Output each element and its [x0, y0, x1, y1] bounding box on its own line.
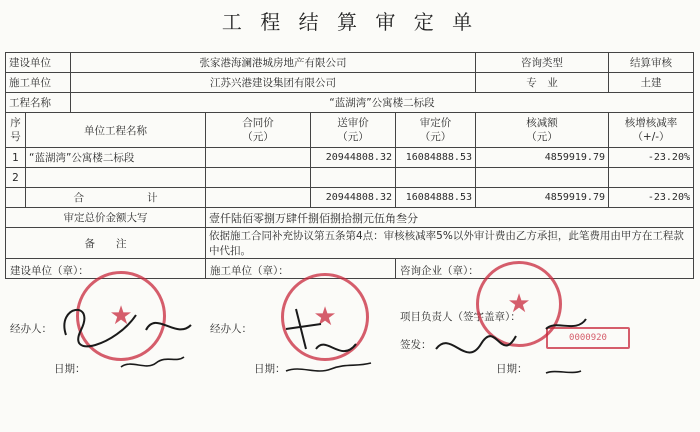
- row-seq: 2: [6, 168, 26, 188]
- header-reduction-2: （元）: [526, 131, 558, 143]
- contractor-signature-block: [206, 259, 396, 375]
- table-row: [6, 148, 694, 168]
- owner-signature-block: [6, 259, 206, 375]
- total-row: [6, 188, 694, 208]
- project-row: [6, 93, 694, 113]
- owner-agent-label: 经办人：: [10, 323, 52, 335]
- row-name: [26, 168, 206, 188]
- header-seq-1: 序: [10, 117, 21, 129]
- remarks-value: 依据施工合同补充协议第五条第4点：审核核减率5%以外审计费由乙方承担，此笔费用由甲方在工程款中代扣。: [206, 228, 694, 259]
- total-label: 合 计: [26, 188, 206, 208]
- row-submitted: [311, 168, 396, 188]
- project-label: 工程名称: [6, 93, 71, 113]
- consultant-sign-label: 签发：: [400, 339, 432, 351]
- header-contract-2: （元）: [242, 131, 274, 143]
- owner-label: 建设单位: [6, 53, 71, 73]
- row-seq: 1: [6, 148, 26, 168]
- header-rate-1: 核增核减率: [624, 117, 678, 129]
- row-reduction: [476, 168, 609, 188]
- header-item: 单位工程名称: [26, 113, 206, 148]
- contractor-row: [6, 73, 694, 93]
- column-header-row: [6, 113, 694, 148]
- header-rate-2: （+/-）: [632, 131, 670, 143]
- total-reduction: 4859919.79: [476, 188, 609, 208]
- amount-words-row: [6, 208, 694, 228]
- project-value: “蓝湖湾”公寓楼二标段: [71, 93, 694, 113]
- owner-value: 张家港海澜港城房地产有限公司: [71, 53, 476, 73]
- consultant-seal-stamp: ★: [476, 261, 562, 347]
- owner-seal-stamp: ★: [76, 271, 166, 361]
- row-submitted: 20944808.32: [311, 148, 396, 168]
- owner-unit-label: 建设单位（章）：: [10, 265, 89, 277]
- contractor-agent-label: 经办人：: [210, 323, 252, 335]
- amount-words-label: 审定总价金额大写: [6, 208, 206, 228]
- table-row: [6, 168, 694, 188]
- contractor-label: 施工单位: [6, 73, 71, 93]
- header-submitted-1: 送审价: [337, 117, 369, 129]
- row-contract: [206, 148, 311, 168]
- row-rate: -23.20%: [609, 148, 694, 168]
- remarks-row: [6, 228, 694, 259]
- signature-row: [6, 259, 694, 279]
- consultant-leader-label: 项目负责人（签字盖章）：: [400, 311, 521, 323]
- contractor-seal-stamp: ★: [281, 273, 369, 361]
- contractor-date-label: 日期：: [254, 363, 286, 375]
- total-submitted: 20944808.32: [311, 188, 396, 208]
- header-contract-1: 合同价: [242, 117, 274, 129]
- row-approved: [396, 168, 476, 188]
- amount-words-value: 壹仟陆佰零捌万肆仟捌佰捌拾捌元伍角叁分: [206, 208, 694, 228]
- consultant-signature-block: [396, 259, 694, 375]
- header-reduction-1: 核减额: [526, 117, 558, 129]
- row-contract: [206, 168, 311, 188]
- document-title: 工 程 结 算 审 定 单: [221, 10, 479, 34]
- consult-type-value: 结算审核: [609, 53, 694, 73]
- consultant-unit-label: 咨询企业（章）：: [400, 265, 479, 277]
- remarks-label: 备 注: [6, 228, 206, 259]
- major-label: 专 业: [476, 73, 609, 93]
- consult-type-label: 咨询类型: [476, 53, 609, 73]
- total-rate: -23.20%: [609, 188, 694, 208]
- header-approved-2: （元）: [419, 131, 452, 143]
- total-contract: [206, 188, 311, 208]
- owner-row: [6, 53, 694, 73]
- settlement-table: [5, 52, 694, 375]
- row-reduction: 4859919.79: [476, 148, 609, 168]
- header-approved-1: 审定价: [419, 117, 452, 129]
- row-name: “蓝湖湾”公寓楼二标段: [26, 148, 206, 168]
- header-submitted-2: （元）: [337, 131, 369, 143]
- consultant-code-stamp: 0000920: [546, 327, 630, 349]
- owner-date-label: 日期：: [54, 363, 86, 375]
- consultant-date-label: 日期：: [496, 363, 528, 375]
- contractor-unit-label: 施工单位（章）：: [210, 265, 289, 277]
- header-seq-2: 号: [10, 131, 21, 143]
- row-rate: [609, 168, 694, 188]
- row-approved: 16084888.53: [396, 148, 476, 168]
- total-approved: 16084888.53: [396, 188, 476, 208]
- major-value: 土建: [609, 73, 694, 93]
- contractor-value: 江苏兴港建设集团有限公司: [71, 73, 476, 93]
